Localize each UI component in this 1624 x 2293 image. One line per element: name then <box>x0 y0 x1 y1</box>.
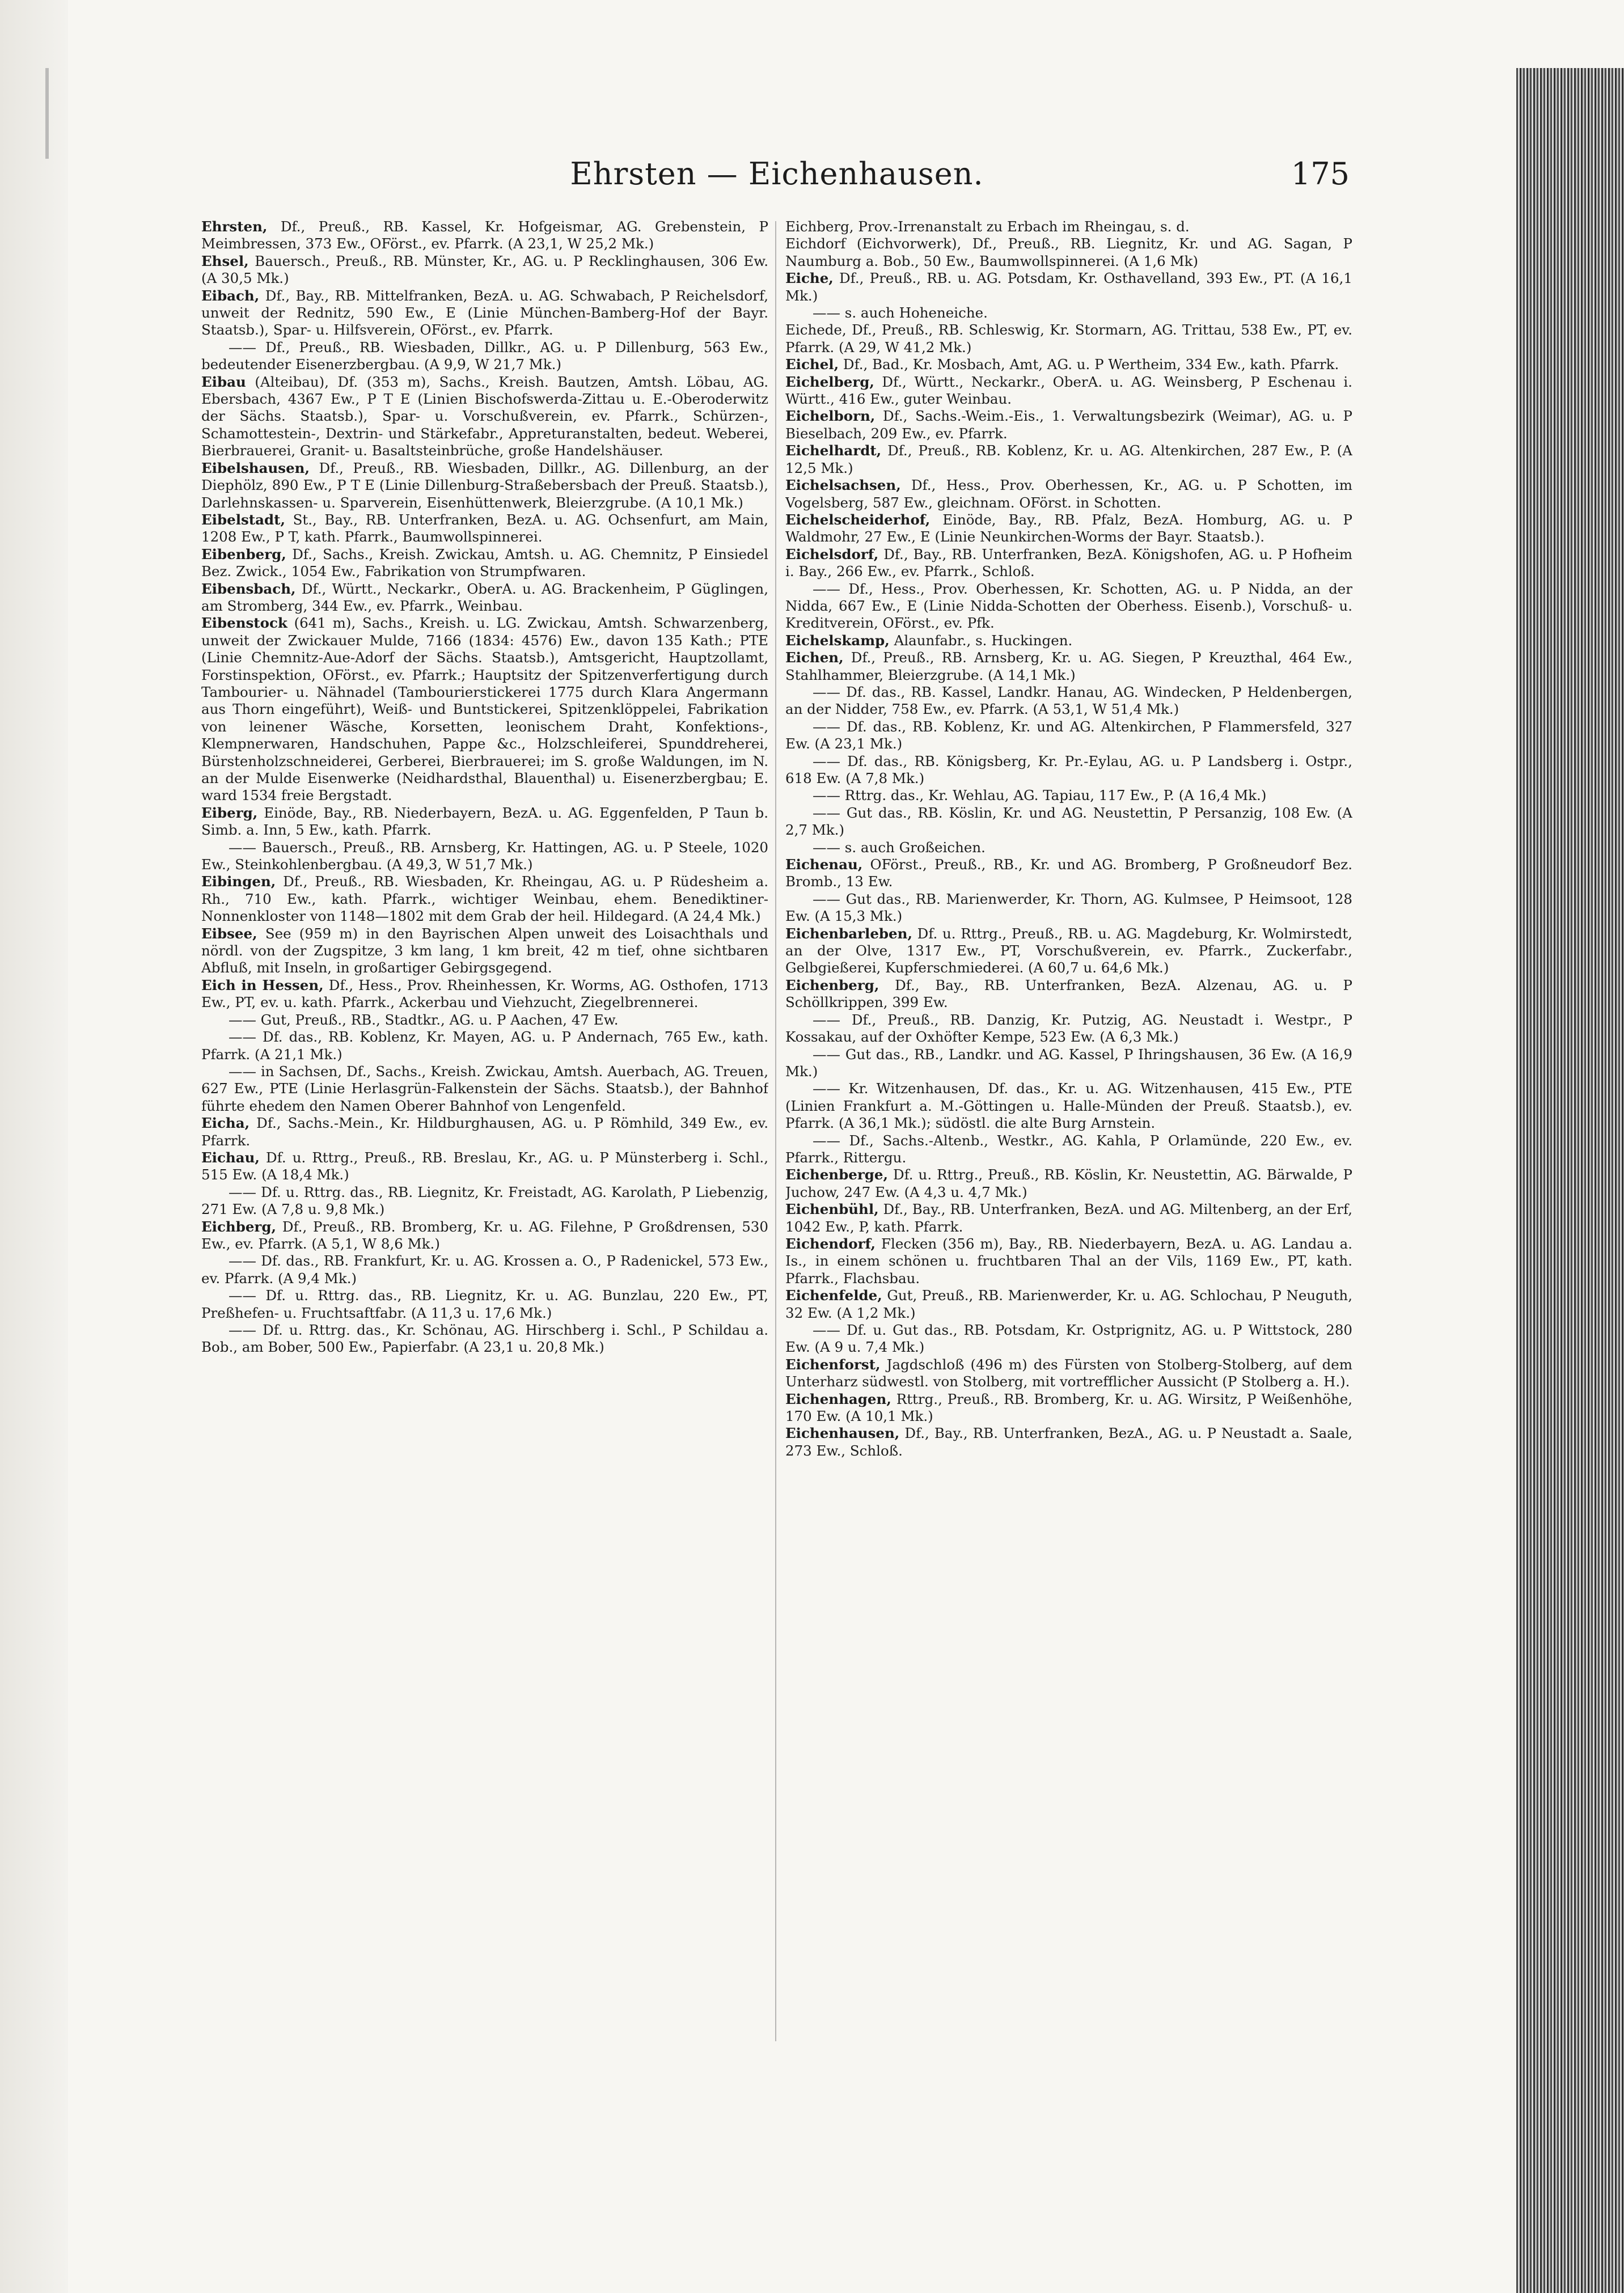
entry-headword: Eibenberg, <box>201 545 286 562</box>
entry-text: —— Df. das., RB. Koblenz, Kr. Mayen, AG. u. P Andernach, 765 Ew., kath. Pfarrk. (A 21,1 Mk.) <box>201 1029 768 1063</box>
entry-text: See (959 m) in den Bayrischen Alpen unweit des Loisachthals und nördl. von der Zugspitze, 3 km lang, 1 km breit, 42 m tief, ohne sichtbaren Abfluß, mit Inseln, in großartiger Gebirgsgegend. <box>201 925 768 976</box>
entry-headword: Eichen, <box>785 649 844 666</box>
entry-text: Df., Hess., Prov. Oberhessen, Kr., AG. u. P Schotten, im Vogelsberg, 587 Ew., gleichnam. OFörst. in Schotten. <box>785 477 1352 511</box>
entry-headword: Eichelborn, <box>785 408 876 425</box>
entry-text: Df., Sachs., Kreish. Zwickau, Amtsh. u. AG. Chemnitz, P Einsiedel Bez. Zwick., 1054 Ew., Fabrikation von Strumpfwaren. <box>201 545 768 580</box>
dictionary-entry <box>785 442 1352 477</box>
entry-headword: Eichelscheiderhof, <box>785 511 931 528</box>
entry-text: Flecken (356 m), Bay., RB. Niederbayern, BezA. u. AG. Landau a. Is., in einem schönen u. fruchtbaren Thal an der Vils, 1169 Ew., PT, kath. Pfarrk., Flachsbau. <box>785 1235 1352 1287</box>
entry-text: —— Df. das., RB. Koblenz, Kr. und AG. Altenkirchen, P Flammersfeld, 327 Ew. (A 23,1 Mk.) <box>785 718 1352 752</box>
dictionary-entry <box>785 321 1352 356</box>
entry-headword: Eibensbach, <box>201 580 296 597</box>
entry-headword: Ehsel, <box>201 252 249 269</box>
entry-headword: Eichau, <box>201 1149 260 1166</box>
dictionary-entry <box>201 1184 768 1219</box>
dictionary-entry <box>785 1236 1352 1287</box>
entry-text: —— Df. u. Rttrg. das., RB. Liegnitz, Kr. Freistadt, AG. Karolath, P Liebenzig, 271 Ew. (A 7,8 u. 9,8 Mk.) <box>201 1183 768 1218</box>
entry-text: —— Df., Sachs.-Altenb., Westkr., AG. Kahla, P Orlamünde, 220 Ew., ev. Pfarrk., Rittergu. <box>785 1132 1352 1166</box>
entry-text: —— Gut das., RB., Landkr. und AG. Kassel, P Ihringshausen, 36 Ew. (A 16,9 Mk.) <box>785 1046 1352 1080</box>
entry-text: Df., Preuß., RB. Kassel, Kr. Hofgeismar, AG. Grebenstein, P Meimbressen, 373 Ew., OFörst., ev. Pfarrk. (A 23,1, W 25,2 Mk.) <box>201 218 768 252</box>
dictionary-entry <box>785 805 1352 839</box>
dictionary-entry <box>201 546 768 581</box>
dictionary-entry <box>201 460 768 511</box>
dictionary-entry <box>201 253 768 287</box>
entry-text: —— Df. u. Rttrg. das., Kr. Schönau, AG. Hirschberg i. Schl., P Schildau a. Bob., am Bober, 500 Ew., Papierfabr. (A 23,1 u. 20,8 Mk.) <box>201 1322 768 1356</box>
dictionary-entry <box>785 856 1352 891</box>
dictionary-entry <box>785 218 1352 235</box>
entry-headword: Eichelsdorf, <box>785 545 879 562</box>
dictionary-entry <box>785 1166 1352 1201</box>
entry-headword: Eichelskamp, <box>785 632 890 649</box>
entry-headword: Eibelshausen, <box>201 459 310 476</box>
dictionary-entry <box>785 1080 1352 1132</box>
entry-headword: Eibingen, <box>201 873 276 890</box>
entry-headword: Eichenbarleben, <box>785 925 912 942</box>
entry-text: Df., Hess., Prov. Rheinhessen, Kr. Worms, AG. Osthofen, 1713 Ew., PT, ev. u. kath. Pfarrk., Ackerbau und Viehzucht, Ziegelbrennerei. <box>201 976 768 1011</box>
dictionary-entry <box>785 718 1352 753</box>
entry-text: Df., Bay., RB. Unterfranken, BezA., AG. u. P Neustadt a. Saale, 273 Ew., Schloß. <box>785 1425 1352 1459</box>
dictionary-entry <box>201 873 768 925</box>
dictionary-entry <box>201 1012 768 1029</box>
entry-headword: Eicha, <box>201 1115 250 1132</box>
dictionary-entry <box>201 1322 768 1356</box>
entry-text: (Alteibau), Df. (353 m), Sachs., Kreish. Bautzen, Amtsh. Löbau, AG. Ebersbach, 4367 Ew., P T E (Linien Bischofswerda-Zittau u. E.-Oberoderwitz der Sächs. Staatsb.), Spar- u. Vorschußverein, ev. Pfarrk., Schürzen-, Schamottestein-, Dextrin- und Stärkefabr., Appreturanstalten, bedeut. Weberei, Bierbrauerei, Granit- u. Basaltsteinbrüche, große Handelshäuser. <box>201 373 768 459</box>
entry-text: Alaunfabr., s. Huckingen. <box>889 632 1073 649</box>
entry-text: Gut, Preuß., RB. Marienwerder, Kr. u. AG. Schlochau, P Neuguth, 32 Ew. (A 1,2 Mk.) <box>785 1287 1352 1321</box>
entry-text: Df., Preuß., RB. Arnsberg, Kr. u. AG. Siegen, P Kreuzthal, 464 Ew., Stahlhammer, Bleierzgrube. (A 14,1 Mk.) <box>785 649 1352 683</box>
dictionary-entry <box>785 477 1352 511</box>
dictionary-entry <box>785 1012 1352 1046</box>
entry-text: Df. u. Rttrg., Preuß., RB. Köslin, Kr. Neustettin, AG. Bärwalde, P Juchow, 247 Ew. (A 4,3 u. 4,7 Mk.) <box>785 1166 1352 1200</box>
dictionary-entry <box>201 511 768 546</box>
entry-text: —— Gut das., RB. Köslin, Kr. und AG. Neustettin, P Persanzig, 108 Ew. (A 2,7 Mk.) <box>785 804 1352 839</box>
entry-text: Df., Preuß., RB. Bromberg, Kr. u. AG. Filehne, P Großdrensen, 530 Ew., ev. Pfarrk. (A 5,1, W 8,6 Mk.) <box>201 1218 768 1252</box>
entry-text: —— Gut das., RB. Marienwerder, Kr. Thorn, AG. Kulmsee, P Heimsoot, 128 Ew. (A 15,3 Mk.) <box>785 890 1352 925</box>
right-column <box>785 218 1352 2112</box>
entry-headword: Eichelsachsen, <box>785 477 901 494</box>
entry-text: Eichberg, Prov.-Irrenanstalt zu Erbach im Rheingau, s. d. <box>785 218 1190 235</box>
entry-text: —— Df. u. Gut das., RB. Potsdam, Kr. Ostprignitz, AG. u. P Wittstock, 280 Ew. (A 9 u. 7,4 Mk.) <box>785 1322 1352 1356</box>
dictionary-entry <box>201 218 768 253</box>
dictionary-entry <box>201 1253 768 1287</box>
dictionary-entry <box>785 270 1352 304</box>
entry-headword: Eichel, <box>785 356 839 373</box>
entry-text: Df., Sachs.-Weim.-Eis., 1. Verwaltungsbezirk (Weimar), AG. u. P Bieselbach, 209 Ew., ev. Pfarrk. <box>785 408 1352 442</box>
left-page-edge <box>0 0 68 2293</box>
entry-text: —— Df. das., RB. Kassel, Landkr. Hanau, AG. Windecken, P Heldenbergen, an der Nidder, 758 Ew., ev. Pfarrk. (A 53,1, W 51,4 Mk.) <box>785 683 1352 718</box>
entry-headword: Eichenhausen, <box>785 1425 900 1442</box>
entry-text: OFörst., Preuß., RB., Kr. und AG. Bromberg, P Großneudorf Bez. Bromb., 13 Ew. <box>785 856 1352 890</box>
entry-headword: Eiche, <box>785 270 834 287</box>
page-title: Ehrsten — Eichenhausen. <box>570 156 984 192</box>
dictionary-entry <box>201 1115 768 1149</box>
dictionary-entry <box>201 1029 768 1063</box>
dictionary-entry <box>785 1356 1352 1391</box>
entry-text: —— s. auch Hoheneiche. <box>813 304 988 321</box>
dictionary-entry <box>785 374 1352 408</box>
dictionary-entry <box>785 684 1352 718</box>
dictionary-entry <box>785 649 1352 684</box>
dictionary-entry <box>785 1287 1352 1322</box>
dictionary-entry <box>785 581 1352 632</box>
dictionary-entry <box>201 977 768 1012</box>
column-divider <box>775 221 776 2041</box>
entry-text: Bauersch., Preuß., RB. Münster, Kr., AG. u. P Recklinghausen, 306 Ew. (A 30,5 Mk.) <box>201 252 768 287</box>
entry-text: —— Df., Hess., Prov. Oberhessen, Kr. Schotten, AG. u. P Nidda, an der Nidda, 667 Ew., E (Linie Nidda-Schotten der Oberhess. Eisenb.), Vorschuß- u. Kreditverein, OFörst., ev. Pfk. <box>785 580 1352 632</box>
dictionary-entry <box>201 615 768 804</box>
entry-headword: Eichenhagen, <box>785 1390 891 1407</box>
entry-text: —— Kr. Witzenhausen, Df. das., Kr. u. AG. Witzenhausen, 415 Ew., PTE (Linien Frankfurt a. M.-Göttingen u. Halle-Münden der Preuß. Staatsb.), ev. Pfarrk. (A 36,1 Mk.); südöstl. die alte Burg Arnstein. <box>785 1080 1352 1132</box>
entry-text: St., Bay., RB. Unterfranken, BezA. u. AG. Ochsenfurt, am Main, 1208 Ew., P T, kath. Pfarrk., Baumwollspinnerei. <box>201 511 768 545</box>
dictionary-entry <box>201 1063 768 1115</box>
entry-text: Df. u. Rttrg., Preuß., RB. u. AG. Magdeburg, Kr. Wolmirstedt, an der Olve, 1317 Ew., PT, Vorschußverein, ev. Pfarrk., Zuckerfabr., Gelbgießerei, Kupferschmiederei. (A 60,7 u. 64,6 Mk.) <box>785 925 1352 976</box>
entry-text: Df., Bay., RB. Unterfranken, BezA. und AG. Miltenberg, an der Erf, 1042 Ew., P, kath. Pfarrk. <box>785 1201 1352 1235</box>
dictionary-entry <box>785 839 1352 856</box>
entry-headword: Eich in Hessen, <box>201 976 324 993</box>
dictionary-entry <box>785 891 1352 925</box>
dictionary-entry <box>201 1287 768 1322</box>
dictionary-entry <box>785 304 1352 321</box>
entry-text: Df., Bad., Kr. Mosbach, Amt, AG. u. P Wertheim, 334 Ew., kath. Pfarrk. <box>839 356 1339 373</box>
dictionary-entry <box>201 925 768 977</box>
entry-text: —— in Sachsen, Df., Sachs., Kreish. Zwickau, Amtsh. Auerbach, AG. Treuen, 627 Ew., PTE (Linie Herlasgrün-Falkenstein der Sächs. Staatsb.), der Bahnhof führte ehedem den Namen Oberer Bahnhof von Lengenfeld. <box>201 1063 768 1114</box>
entry-text: Df., Württ., Neckarkr., OberA. u. AG. Weinsberg, P Eschenau i. Württ., 416 Ew., guter Weinbau. <box>785 373 1352 408</box>
entry-text: Df., Württ., Neckarkr., OberA. u. AG. Brackenheim, P Güglingen, am Stromberg, 344 Ew., ev. Pfarrk., Weinbau. <box>201 580 768 614</box>
entry-headword: Eichenforst, <box>785 1356 881 1373</box>
entry-text: Einöde, Bay., RB. Pfalz, BezA. Homburg, AG. u. P Waldmohr, 27 Ew., E (Linie Neunkirchen-Worms der Bayr. Staatsb.). <box>785 511 1352 545</box>
dictionary-entry <box>785 408 1352 442</box>
left-column <box>201 218 768 2112</box>
entry-text: Df. u. Rttrg., Preuß., RB. Breslau, Kr., AG. u. P Münsterberg i. Schl., 515 Ew. (A 18,4 Mk.) <box>201 1149 768 1183</box>
entry-headword: Eichenberg, <box>785 976 879 993</box>
dictionary-entry <box>201 287 768 339</box>
entry-text: —— Df., Preuß., RB. Danzig, Kr. Putzig, AG. Neustadt i. Westpr., P Kossakau, auf der Oxhöfter Kempe, 523 Ew. (A 6,3 Mk.) <box>785 1011 1352 1046</box>
binding-mark <box>45 68 49 159</box>
entry-text: Df., Bay., RB. Unterfranken, BezA. Königshofen, AG. u. P Hofheim i. Bay., 266 Ew., ev. Pfarrk., Schloß. <box>785 545 1352 580</box>
entry-text: —— Rttrg. das., Kr. Wehlau, AG. Tapiau, 117 Ew., P. (A 16,4 Mk.) <box>813 787 1267 804</box>
entry-headword: Eichenbühl, <box>785 1201 879 1218</box>
entry-text: —— Df. das., RB. Königsberg, Kr. Pr.-Eylau, AG. u. P Landsberg i. Ostpr., 618 Ew. (A 7,8 Mk.) <box>785 752 1352 786</box>
dictionary-entry <box>785 1391 1352 1425</box>
entry-headword: Eichenberge, <box>785 1166 888 1183</box>
entry-headword: Eibach, <box>201 287 260 304</box>
entry-text: Eichdorf (Eichvorwerk), Df., Preuß., RB. Liegnitz, Kr. und AG. Sagan, P Naumburg a. Bob., 50 Ew., Baumwollspinnerei. (A 1,6 Mk) <box>785 235 1352 269</box>
dictionary-entry <box>785 753 1352 788</box>
dictionary-entry <box>785 925 1352 977</box>
entry-text: Df., Bay., RB. Unterfranken, BezA. Alzenau, AG. u. P Schöllkrippen, 399 Ew. <box>785 976 1352 1011</box>
entry-text: (641 m), Sachs., Kreish. u. LG. Zwickau, Amtsh. Schwarzenberg, unweit der Zwickauer Mulde, 7166 (1834: 4576) Ew., davon 135 Kath.; PTE (Linie Chemnitz-Aue-Adorf der Sächs. Staatsb.), Amtsgericht, Hauptzollamt, Forstinspektion, OFörst., ev. Pfarrk.; Hauptsitz der Spitzenverfertigung durch Tambourier- u. Nähnadel (Tambourierstickerei 1775 durch Klara Angermann aus Thorn eingeführt), Weiß- und Buntstickerei, Spitzenklöppelei, Fabrikation von leinener Wäsche, Korsetten, leonischem Draht, Konfektions-, Klempnerwaren, Handschuhen, Pappe &c., Holzschleiferei, Spunddreherei, Bürstenholzschneiderei, Gerberei, Bierbrauerei; im S. große Waldungen, im N. an der Mulde Eisenwerke (Neidhardsthal, Blauenthal) u. Eisenerzbergbau; E. ward 1534 freie Bergstadt. <box>201 615 768 804</box>
entry-text: Jagdschloß (496 m) des Fürsten von Stolberg-Stolberg, auf dem Unterharz südwestl. von Stolberg, mit vortrefflicher Aussicht (P Stolberg a. H.). <box>785 1356 1352 1390</box>
entry-headword: Eibsee, <box>201 925 257 942</box>
entry-headword: Eibau <box>201 373 246 390</box>
entry-headword: Eiberg, <box>201 804 258 821</box>
dictionary-entry <box>785 356 1352 373</box>
entry-headword: Eichelhardt, <box>785 442 882 459</box>
dictionary-entry <box>785 511 1352 546</box>
page-number: 175 <box>1291 156 1350 192</box>
entry-text: Eichede, Df., Preuß., RB. Schleswig, Kr. Stormarn, AG. Trittau, 538 Ew., PT, ev. Pfarrk. (A 29, W 41,2 Mk.) <box>785 321 1352 356</box>
dictionary-entry <box>201 374 768 460</box>
entry-text: Df., Bay., RB. Mittelfranken, BezA. u. AG. Schwabach, P Reichelsdorf, unweit der Rednitz, 590 Ew., E (Linie München-Bamberg-Hof der Bayr. Staatsb.), Spar- u. Hilfsverein, OFörst., ev. Pfarrk. <box>201 287 768 339</box>
dictionary-entry <box>201 1219 768 1253</box>
dictionary-entry <box>201 1149 768 1184</box>
dictionary-entry <box>785 1046 1352 1081</box>
entry-text: Einöde, Bay., RB. Niederbayern, BezA. u. AG. Eggenfelden, P Taun b. Simb. a. Inn, 5 Ew., kath. Pfarrk. <box>201 804 768 839</box>
dictionary-entry <box>785 787 1352 804</box>
entry-headword: Eibenstock <box>201 615 287 632</box>
entry-text: —— Gut, Preuß., RB., Stadtkr., AG. u. P Aachen, 47 Ew. <box>229 1011 619 1028</box>
entry-headword: Eichberg, <box>201 1218 276 1235</box>
entry-text: —— Df. das., RB. Frankfurt, Kr. u. AG. Krossen a. O., P Radenickel, 573 Ew., ev. Pfarrk. (A 9,4 Mk.) <box>201 1253 768 1287</box>
dictionary-entry <box>785 235 1352 270</box>
entry-text: Rttrg., Preuß., RB. Bromberg, Kr. u. AG. Wirsitz, P Weißenhöhe, 170 Ew. (A 10,1 Mk.) <box>785 1390 1352 1425</box>
entry-text: —— Df. u. Rttrg. das., RB. Liegnitz, Kr. u. AG. Bunzlau, 220 Ew., PT, Preßhefen- u. Fruchtsaftfabr. (A 11,3 u. 17,6 Mk.) <box>201 1287 768 1321</box>
dictionary-entry <box>785 1201 1352 1236</box>
entry-headword: Eichenau, <box>785 856 863 873</box>
dictionary-entry <box>201 581 768 615</box>
entry-text: Df., Preuß., RB. Wiesbaden, Dillkr., AG. Dillenburg, an der Diephölz, 890 Ew., P T E (Linie Dillenburg-Straßebersbach der Preuß. Staatsb.), Darlehnskassen- u. Sparverein, Eisenhüttenwerk, Bleierzgrube. (A 10,1 Mk.) <box>201 459 768 511</box>
entry-headword: Eichelberg, <box>785 373 874 390</box>
dictionary-entry <box>201 805 768 839</box>
entry-headword: Ehrsten, <box>201 218 268 235</box>
entry-text: —— Bauersch., Preuß., RB. Arnsberg, Kr. Hattingen, AG. u. P Steele, 1020 Ew., Steinkohlenbergbau. (A 49,3, W 51,7 Mk.) <box>201 839 768 873</box>
entry-text: Df., Preuß., RB. Wiesbaden, Kr. Rheingau, AG. u. P Rüdesheim a. Rh., 710 Ew., kath. Pfarrk., wichtiger Weinbau, ehem. Benediktiner-Nonnenkloster von 1148—1802 mit dem Grab der heil. Hildegard. (A 24,4 Mk.) <box>201 873 768 925</box>
entry-headword: Eibelstadt, <box>201 511 285 528</box>
dictionary-entry <box>201 339 768 374</box>
entry-text: —— s. auch Großeichen. <box>813 839 986 856</box>
entry-text: —— Df., Preuß., RB. Wiesbaden, Dillkr., AG. u. P Dillenburg, 563 Ew., bedeutender Eisenerzbergbau. (A 9,9, W 21,7 Mk.) <box>201 339 768 373</box>
entry-text: Df., Preuß., RB. Koblenz, Kr. u. AG. Altenkirchen, 287 Ew., P. (A 12,5 Mk.) <box>785 442 1352 476</box>
entry-text: Df., Preuß., RB. u. AG. Potsdam, Kr. Osthavelland, 393 Ew., PT. (A 16,1 Mk.) <box>785 270 1352 304</box>
dictionary-entry <box>785 977 1352 1012</box>
dictionary-entry <box>785 1425 1352 1459</box>
dictionary-entry <box>785 1132 1352 1167</box>
right-page-edge-stack <box>1516 68 1624 2293</box>
dictionary-entry <box>785 546 1352 581</box>
dictionary-entry <box>201 839 768 874</box>
entry-headword: Eichendorf, <box>785 1235 876 1252</box>
entry-headword: Eichenfelde, <box>785 1287 882 1304</box>
dictionary-entry <box>785 1322 1352 1356</box>
dictionary-entry <box>785 632 1352 649</box>
entry-text: Df., Sachs.-Mein., Kr. Hildburghausen, AG. u. P Römhild, 349 Ew., ev. Pfarrk. <box>201 1115 768 1149</box>
running-head <box>204 156 1350 196</box>
